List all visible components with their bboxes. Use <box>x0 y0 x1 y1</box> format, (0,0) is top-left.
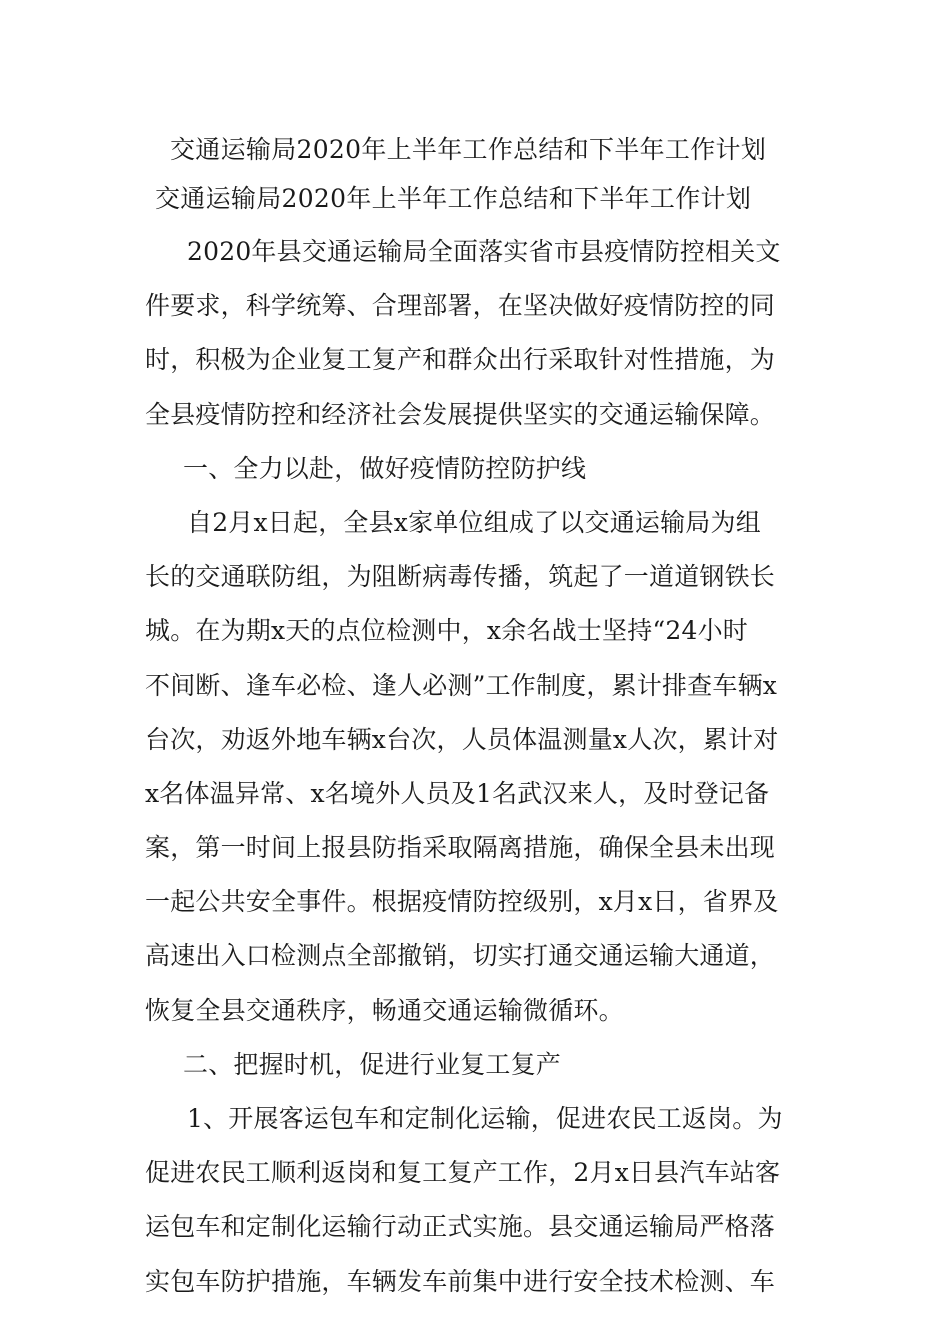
document-title: 交通运输局2020年上半年工作总结和下半年工作计划 <box>170 135 767 164</box>
paragraph-section1-line: 台次，劝返外地车辆x台次，人员体温测量x人次，累计对 <box>145 724 779 754</box>
paragraph-section1-line: 恢复全县交通秩序，畅通交通运输微循环。 <box>145 995 624 1025</box>
paragraph-section1-line: 长的交通联防组，为阻断病毒传播，筑起了一道道钢铁长 <box>145 562 776 592</box>
section-heading-1: 一、全力以赴，做好疫情防控防护线 <box>183 453 587 483</box>
section-heading-2: 二、把握时机，促进行业复工复产 <box>183 1049 562 1079</box>
paragraph-section1-line: 一起公共安全事件。根据疫情防控级别，x月x日，省界及 <box>145 887 779 917</box>
paragraph-section1-line: 城。在为期x天的点位检测中，x余名战士坚持“24小时 <box>145 616 748 646</box>
document-body <box>145 225 815 1309</box>
paragraph-section1-line: 自2月x日起，全县x家单位组成了以交通运输局为组 <box>187 507 761 537</box>
paragraph-intro-line: 时，积极为企业复工复产和群众出行采取针对性措施，为 <box>145 345 776 375</box>
paragraph-section2-line: 1、开展客运包车和定制化运输，促进农民工返岗。为 <box>187 1104 783 1133</box>
paragraph-section1-line: 高速出入口检测点全部撤销，切实打通交通运输大通道， <box>145 941 776 971</box>
paragraph-section1-line: 案，第一时间上报县防指采取隔离措施，确保全县未出现 <box>145 833 776 863</box>
paragraph-intro-line: 件要求，科学统筹、合理部署，在坚决做好疫情防控的同 <box>145 291 776 321</box>
paragraph-section1-line: x名体温异常、x名境外人员及1名武汉来人，及时登记备 <box>145 778 770 808</box>
document-subtitle: 交通运输局2020年上半年工作总结和下半年工作计划 <box>155 184 752 213</box>
paragraph-intro-line: 2020年县交通运输局全面落实省市县疫情防控相关文 <box>187 237 781 266</box>
paragraph-intro-line: 全县疫情防控和经济社会发展提供坚实的交通运输保障。 <box>145 399 776 429</box>
paragraph-section2-line: 促进农民工顺利返岗和复工复产工作，2月x日县汽车站客 <box>145 1158 781 1188</box>
paragraph-section2-line: 实包车防护措施，车辆发车前集中进行安全技术检测、车 <box>145 1266 776 1296</box>
paragraph-section1-line: 不间断、逢车必检、逢人必测”工作制度，累计排查车辆x <box>145 670 778 700</box>
paragraph-section2-line: 运包车和定制化运输行动正式实施。县交通运输局严格落 <box>145 1212 776 1242</box>
